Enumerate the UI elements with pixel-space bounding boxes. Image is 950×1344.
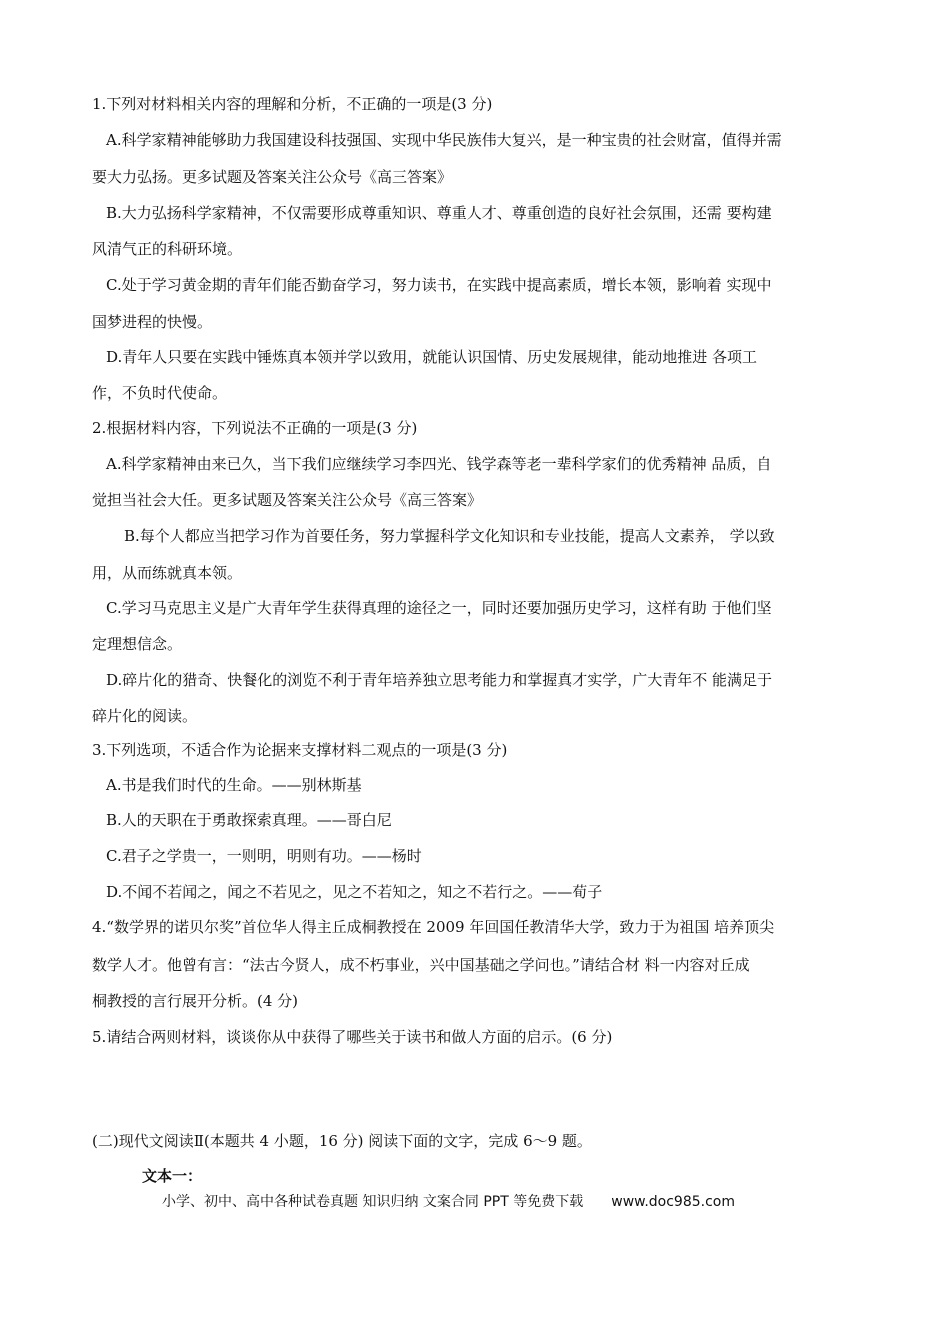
question-4-line2: 数学人才。他曾有言：“法古今贤人，成不朽事业，兴中国基础之学问也。”请结合材 料一内容对丘成 xyxy=(92,956,750,974)
text-one-heading: 文本一： xyxy=(142,1167,203,1185)
question-2-stem: 2.根据材料内容，下列说法不正确的一项是(3 分) xyxy=(92,419,418,437)
q1-option-a-line1: A.科学家精神能够助力我国建设科技强国、实现中华民族伟大复兴，是一种宝贵的社会财富，值得并需 xyxy=(106,131,782,149)
question-5-stem: 5.请结合两则材料，谈谈你从中获得了哪些关于读书和做人方面的启示。(6 分) xyxy=(92,1028,613,1046)
q3-option-c: C.君子之学贵一，一则明，明则有功。——杨时 xyxy=(106,847,422,865)
q2-option-d-line2: 碎片化的阅读。 xyxy=(92,707,198,725)
q1-option-d-line2: 作，不负时代使命。 xyxy=(92,384,228,402)
q1-option-b-line1: B.大力弘扬科学家精神，不仅需要形成尊重知识、尊重人才、尊重创造的良好社会氛围，还需 要构建 xyxy=(106,204,772,222)
q3-option-a: A.书是我们时代的生命。——别林斯基 xyxy=(106,776,362,794)
q1-option-b-line2: 风清气正的科研环境。 xyxy=(92,240,243,258)
footer-url[interactable]: www.doc985.com xyxy=(611,1194,735,1210)
q2-option-a-line2: 觉担当社会大任。更多试题及答案关注公众号《高三答案》 xyxy=(92,491,483,509)
page-footer xyxy=(162,1192,735,1212)
q3-option-b: B.人的天职在于勇敢探索真理。——哥白尼 xyxy=(106,811,392,829)
q3-option-d: D.不闻不若闻之，闻之不若见之，见之不若知之，知之不若行之。——荀子 xyxy=(106,883,603,901)
q2-option-c-line1: C.学习马克思主义是广大青年学生获得真理的途径之一，同时还要加强历史学习，这样有助 于他们坚 xyxy=(106,599,772,617)
q1-option-c-line2: 国梦进程的快慢。 xyxy=(92,313,213,331)
q1-option-d-line1: D.青年人只要在实践中锤炼真本领并学以致用，就能认识国情、历史发展规律，能动地推进 各项工 xyxy=(106,348,758,366)
q2-option-b-line2: 用，从而练就真本领。 xyxy=(92,564,243,582)
q1-option-a-line2: 要大力弘扬。更多试题及答案关注公众号《高三答案》 xyxy=(92,168,453,186)
q2-option-d-line1: D.碎片化的猎奇、快餐化的浏览不利于青年培养独立思考能力和掌握真才实学，广大青年不 能满足于 xyxy=(106,671,773,689)
footer-text: 小学、初中、高中各种试卷真题 知识归纳 文案合同 PPT 等免费下载 xyxy=(162,1194,584,1210)
question-4-line1: 4.“数学界的诺贝尔奖”首位华人得主丘成桐教授在 2009 年回国任教清华大学，致力于为祖国 培养顶尖 xyxy=(92,918,775,936)
q2-option-b-line1: B.每个人都应当把学习作为首要任务，努力掌握科学文化知识和专业技能，提高人文素养， 学以致 xyxy=(124,527,775,545)
q2-option-a-line1: A.科学家精神由来已久，当下我们应继续学习李四光、钱学森等老一辈科学家们的优秀精神 品质，自 xyxy=(106,455,772,473)
question-1-stem: 1.下列对材料相关内容的理解和分析，不正确的一项是(3 分) xyxy=(92,95,493,113)
q2-option-c-line2: 定理想信念。 xyxy=(92,635,183,653)
question-4-line3: 桐教授的言行展开分析。(4 分) xyxy=(92,992,299,1010)
question-3-stem: 3.下列选项，不适合作为论据来支撑材料二观点的一项是(3 分) xyxy=(92,741,508,759)
section-title: (二)现代文阅读Ⅱ(本题共 4 小题，16 分) 阅读下面的文字，完成 6～9 题。 xyxy=(92,1132,592,1150)
q1-option-c-line1: C.处于学习黄金期的青年们能否勤奋学习，努力读书，在实践中提高素质，增长本领，影响着 实现中 xyxy=(106,276,772,294)
